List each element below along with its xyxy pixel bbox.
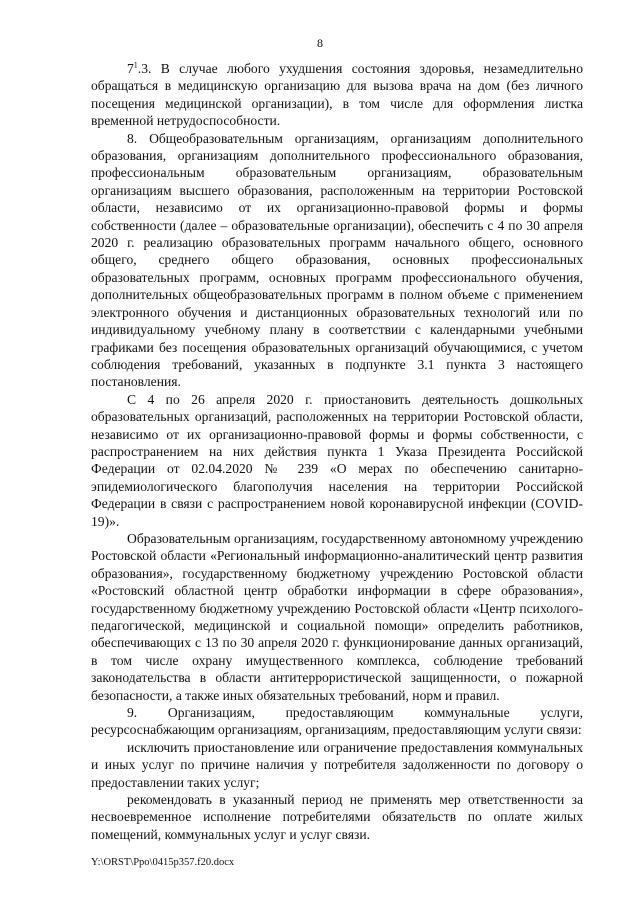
paragraph-preschool: С 4 по 26 апреля 2020 г. приостановить деятельность дошкольных образовательных организаций, расположенных на территории Ростовской области, независимо от их организационно-правовой формы и формы собственности, с распространением на них действия пункта 1 Указа Президента Российской Федерации от 02.04.2020 № 239 «О мерах по обеспечению санитарно-эпидемиологического благополучия населения на территории Российской Федерации в связи с распространением новой коронавирусной инфекции (COVID-19)». [91, 391, 583, 529]
paragraph-institutions: Образовательным организациям, государственному автономному учреждению Ростовской области «Региональный информационно-аналитический центр развития образования», государственному бюджетному учреждению Ростовской области «Ростовский областной центр обработки информации в сфере образования», государственному бюджетному учреждению Ростовской области «Центр психолого-педагогической, медицинской и социальной помощи» определить работников, обеспечивающих с 13 по 30 апреля 2020 г. функционирование данных организаций, в том числе охрану имущественного комплекса, соблюдение требований законодательства в области антитеррористической защищенности, о пожарной безопасности, а также иных обязательных требований, норм и правил. [91, 530, 583, 703]
footer-file-path: Y:\ORST\Ppo\0415p357.f20.docx [91, 857, 235, 868]
superscript-1: 1 [133, 60, 138, 70]
page-number: 8 [317, 36, 323, 50]
paragraph-7-1-3-text: .3. В случае любого ухудшения состояния здоровья, незамедлительно обращаться в медицинскую организацию для вызова врача на дом (без личного посещения медицинской организации), в том числе для оформления листка временной нетрудоспособности. [91, 61, 583, 129]
document-body [91, 60, 583, 843]
paragraph-9-item-b: рекомендовать в указанный период не применять мер ответственности за несвоевременное исполнение потребителями обязательств по оплате жилых помещений, коммунальных услуг и услуг связи. [91, 792, 583, 842]
paragraph-7-1-3 [91, 60, 583, 130]
paragraph-7-prefix: 7 [127, 61, 134, 76]
paragraph-9: 9. Организациям, предоставляющим коммунальные услуги, ресурсоснабжающим организациям, организациям, предоставляющим услуги связи: [91, 705, 583, 738]
paragraph-9-item-a: исключить приостановление или ограничение предоставления коммунальных и иных услуг по причине наличия у потребителя задолженности по договору о предоставлении таких услуг; [91, 739, 583, 790]
paragraph-8: 8. Общеобразовательным организациям, организациям дополнительного образования, организациям дополнительного профессионального образования, профессиональным образовательным организациям, образовательным организациям высшего образования, расположенным на территории Ростовской области, независимо от их организационно-правовой формы и формы собственности (далее – образовательные организации), обеспечить с 4 по 30 апреля 2020 г. реализацию образовательных программ начального общего, основного общего, среднего общего образования, основных профессиональных образовательных программ, основных программ профессионального обучения, дополнительных общеобразовательных программ в полном объеме с применением электронного обучения и дистанционных образовательных технологий или по индивидуальному учебному плану в соответствии с календарными учебными графиками без посещения образовательных организаций обучающимися, с учетом соблюдения требований, указанных в подпункте 3.1 пункта 3 настоящего постановления. [91, 130, 583, 390]
